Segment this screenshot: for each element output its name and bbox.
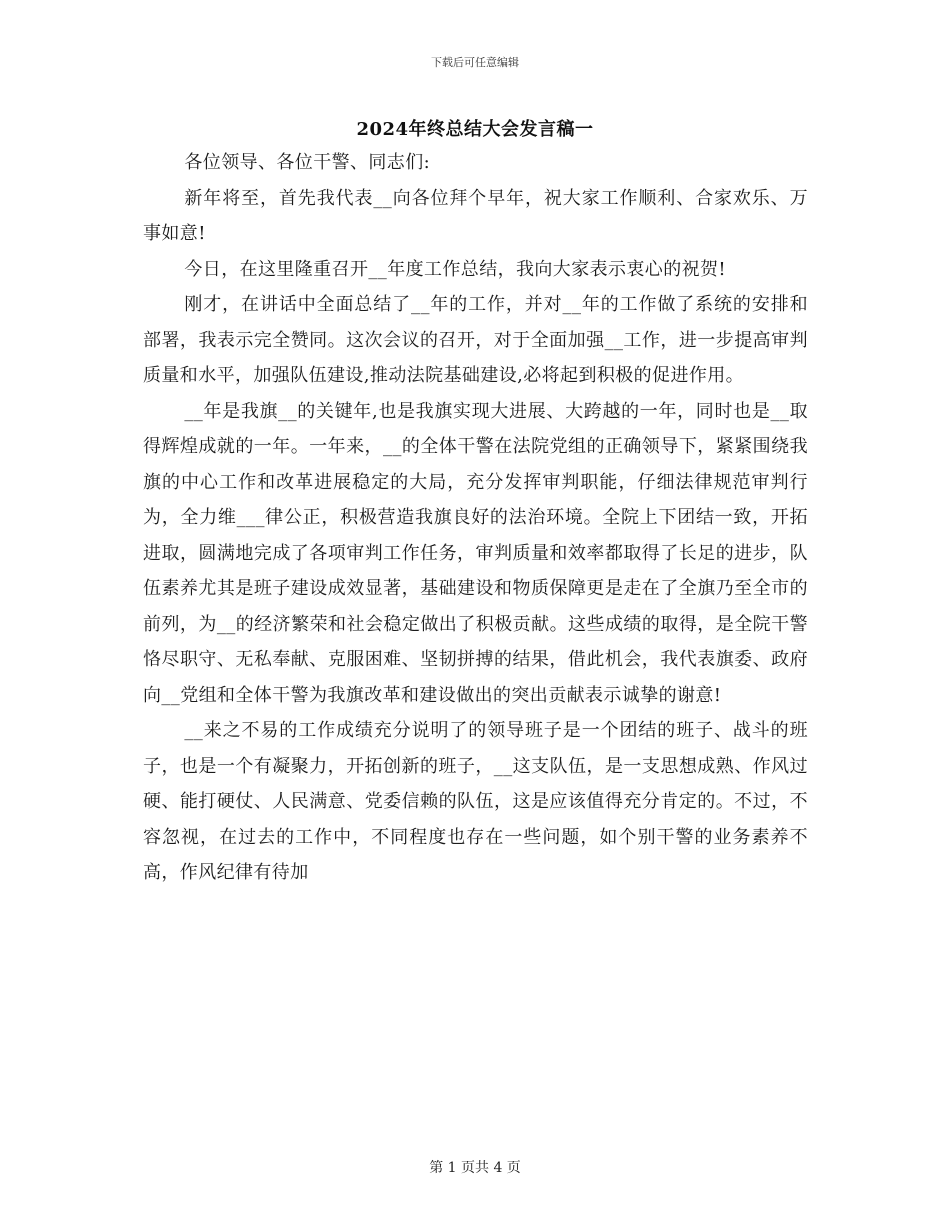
page-header-note: 下载后可任意编辑 bbox=[431, 56, 519, 69]
paragraph-achievements: __年是我旗__的关键年,也是我旗实现大进展、大跨越的一年，同时也是__取得辉煌成就的一年。一年来，__的全体干警在法院党组的正确领导下，紧紧围绕我旗的中心工作和改革进展稳定的大局，充分发挥审判职能，仔细法律规范审判行为，全力维___律公正，积极营造我旗良好的法治环境。全院上下团结一致，开拓进取，圆满地完成了各项审判工作任务，审判质量和效率都取得了长足的进步，队伍素养尤其是班子建设成效显著，基础建设和物质保障更是走在了全旗乃至全市的前列，为__的经济繁荣和社会稳定做出了积极贡献。这些成绩的取得，是全院干警恪尽职守、无私奉献、克服困难、坚韧拼搏的结果，借此机会，我代表旗委、政府向__党组和全体干警为我旗改革和建设做出的突出贡献表示诚挚的谢意! bbox=[143, 400, 808, 706]
paragraph-team-assessment: __来之不易的工作成绩充分说明了的领导班子是一个团结的班子、战斗的班子，也是一个有凝聚力，开拓创新的班子，__这支队伍，是一支思想成熟、作风过硬、能打硬仗、人民满意、党委信赖的队伍，这是应该值得充分肯定的。不过，不容忽视，在过去的工作中，不同程度也存在一些问题，如个别干警的业务素养不高，作风纪律有待加 bbox=[143, 720, 808, 883]
paragraph-new-year-greeting: 新年将至，首先我代表__向各位拜个早年，祝大家工作顺利、合家欢乐、万事如意! bbox=[143, 187, 808, 244]
paragraph-salutation: 各位领导、各位干警、同志们: bbox=[184, 152, 431, 173]
paragraph-meeting-summary: 刚才，在讲话中全面总结了__年的工作，并对__年的工作做了系统的安排和部署，我表示完全赞同。这次会议的召开，对于全面加强__工作，进一步提高审判质量和水平，加强队伍建设,推动法院基础建设,必将起到积极的促进作用。 bbox=[143, 294, 808, 386]
document-title: 2024年终总结大会发言稿一 bbox=[356, 119, 594, 140]
paragraph-congratulations: 今日，在这里隆重召开__年度工作总结，我向大家表示衷心的祝贺! bbox=[184, 258, 727, 280]
document-body bbox=[143, 145, 808, 891]
page-number-footer: 第 1 页共 4 页 bbox=[429, 1160, 521, 1176]
